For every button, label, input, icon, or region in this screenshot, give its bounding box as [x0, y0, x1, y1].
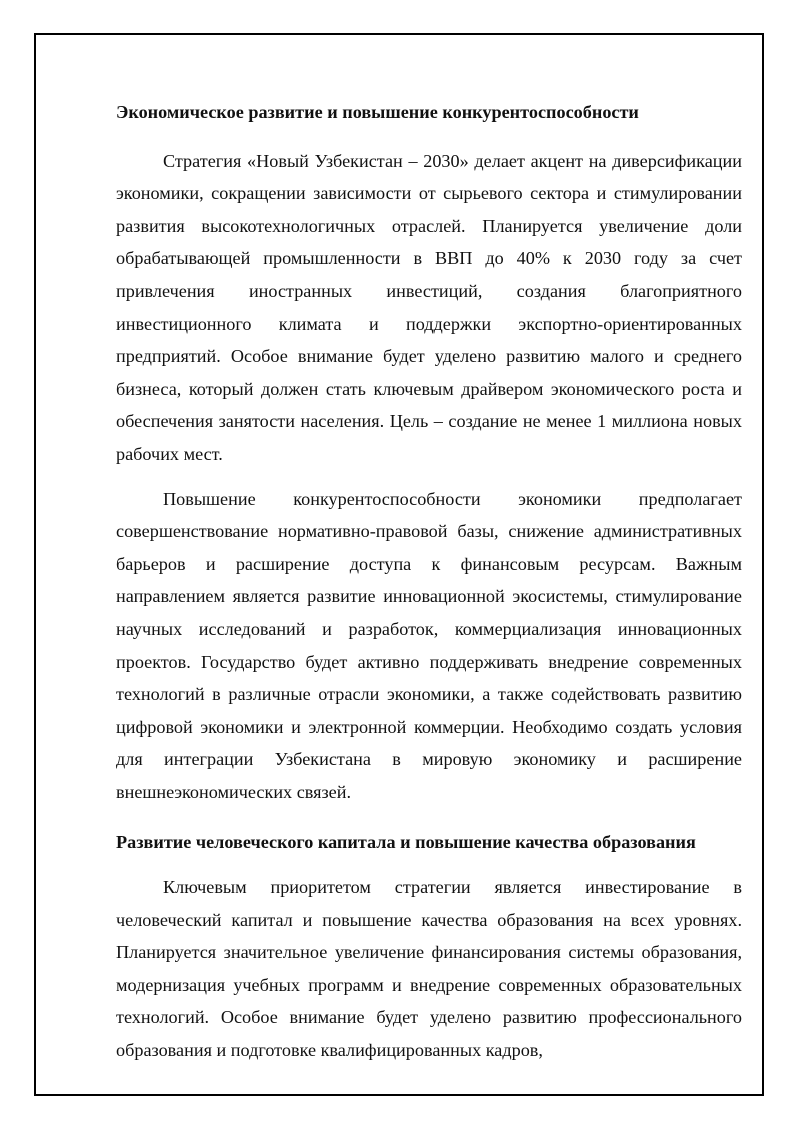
paragraph-education-investment: Ключевым приоритетом стратегии является инвестирование в человеческий капитал и повышение качества образования на всех уровнях. Планируется значительное увеличение финансирования системы образования, модернизация учебных программ и внедрение современных образовательных технологий. Особое внимание будет уделено развитию профессионального образования и подготовке квалифицированных кадров, — [116, 877, 742, 1061]
paragraph-strategy-diversification: Стратегия «Новый Узбекистан – 2030» делает акцент на диверсификации экономики, сокращении зависимости от сырьевого сектора и стимулировании развития высокотехнологичных отраслей. Планируется увеличение доли обрабатывающей промышленности в ВВП до 40% к 2030 году за счет привлечения иностранных инвестиций, создания благоприятного инвестиционного климата и поддержки экспортно-ориентированных предприятий. Особое внимание будет уделено развитию малого и среднего бизнеса, который должен стать ключевым драйвером экономического роста и обеспечения занятости населения. Цель – создание не менее 1 миллиона новых рабочих мест. — [116, 150, 742, 464]
section-heading-economic-development: Экономическое развитие и повышение конкурентоспособности — [116, 102, 639, 122]
paragraph-competitiveness: Повышение конкурентоспособности экономики предполагает совершенствование нормативно-правовой базы, снижение административных барьеров и расширение доступа к финансовым ресурсам. Важным направлением является развитие инновационной экосистемы, стимулирование научных исследований и разработок, коммерциализация инновационных проектов. Государство будет активно поддерживать внедрение современных технологий в различные отрасли экономики, а также содействовать развитию цифровой экономики и электронной коммерции. Необходимо создать условия для интеграции Узбекистана в мировую экономику и расширение внешнеэкономических связей. — [116, 488, 742, 802]
section-heading-human-capital: Развитие человеческого капитала и повышение качества образования — [116, 832, 696, 853]
document-body — [116, 96, 742, 1067]
